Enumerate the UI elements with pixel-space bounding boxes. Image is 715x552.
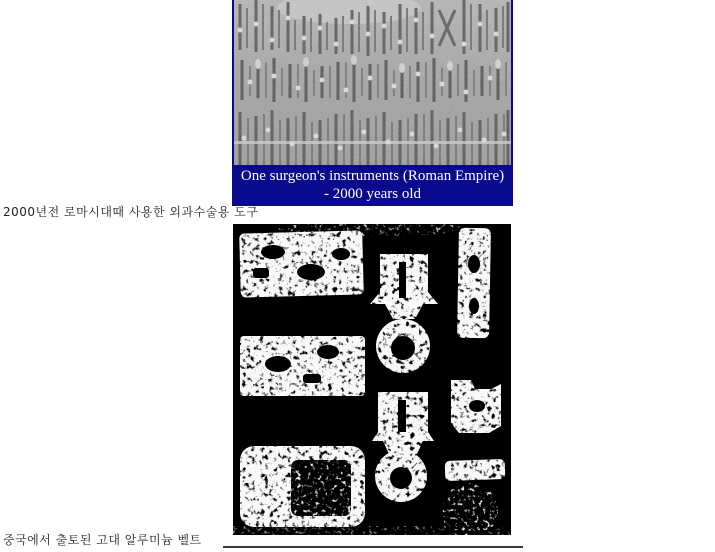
roman-caption-bar [234,165,511,204]
aluminum-belt-photo [233,224,511,535]
roman-label-korean: 2000년전 로마시대때 사용한 외과수술용 도구 [3,205,259,219]
roman-caption-line1: One surgeon's instruments (Roman Empire) [240,168,505,184]
roman-instruments-figure [232,0,513,206]
roman-caption-line2: - 2000 years old [323,186,422,202]
divider-line [223,546,523,548]
china-label-korean: 중국에서 출토된 고대 알루미늄 벨트 [3,533,202,547]
roman-instruments-photo [234,0,511,165]
